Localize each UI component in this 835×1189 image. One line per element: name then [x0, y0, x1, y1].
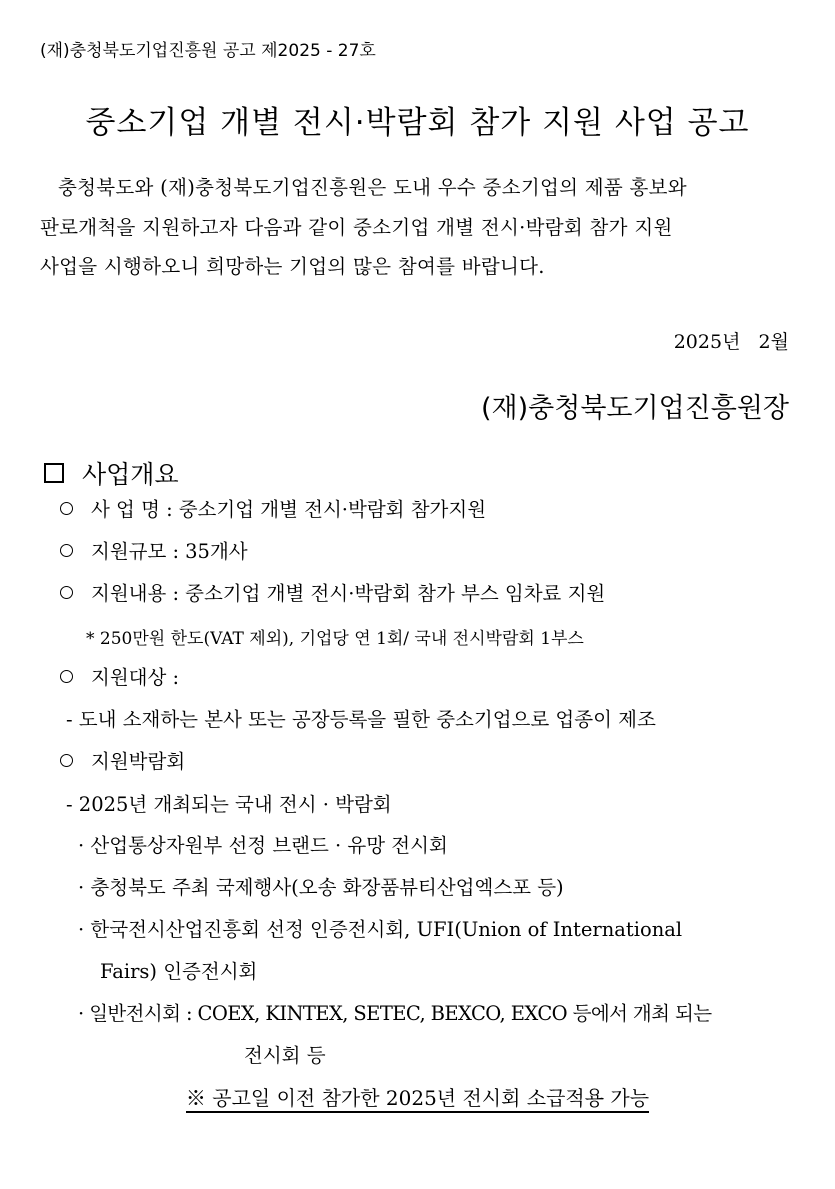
expo-list-item-continued: Fairs) 인증전시회	[100, 960, 258, 983]
issuer-name: (재)충청북도기업진흥원장	[481, 393, 789, 424]
retroactive-note-text: 공고일 이전 참가한 2025년 전시회 소급적용 가능	[212, 1086, 650, 1110]
expo-list-item: · 산업통상자원부 선정 브랜드 · 유망 전시회	[78, 834, 448, 857]
circle-bullet-icon	[60, 544, 73, 557]
item-label: 지원내용 :	[91, 582, 180, 605]
item-label: 지원대상 :	[91, 666, 180, 689]
content-note: * 250만원 한도(VAT 제외), 기업당 연 1회/ 국내 전시박람회 1부스	[86, 629, 584, 649]
section-overview-heading	[44, 455, 179, 491]
expo-detail: - 2025년 개최되는 국내 전시 · 박람회	[66, 793, 392, 816]
item-value: 35개사	[185, 540, 248, 563]
item-label: 지원규모 :	[91, 540, 180, 563]
overview-item-name	[60, 494, 486, 522]
item-label: 지원박람회	[91, 750, 186, 773]
item-value: 중소기업 개별 전시·박람회 참가지원	[178, 498, 487, 521]
circle-bullet-icon	[60, 586, 73, 599]
intro-line-1: 충청북도와 (재)충청북도기업진흥원은 도내 우수 중소기업의 제품 홍보와	[58, 176, 687, 199]
notice-number: (재)충청북도기업진흥원 공고 제2025 - 27호	[40, 41, 376, 61]
overview-item-scale	[60, 536, 248, 564]
circle-bullet-icon	[60, 670, 73, 683]
intro-line-2: 판로개척을 지원하고자 다음과 같이 중소기업 개별 전시·박람회 참가 지원	[40, 216, 673, 239]
intro-line-3: 사업을 시행하오니 희망하는 기업의 많은 참여를 바랍니다.	[40, 255, 545, 278]
reference-mark-icon: ※	[185, 1086, 206, 1110]
expo-list-item: · 한국전시산업진흥회 선정 인증전시회, UFI(Union of International	[78, 918, 683, 941]
overview-item-expo	[60, 746, 191, 774]
checkbox-icon	[44, 463, 64, 483]
circle-bullet-icon	[60, 754, 73, 767]
announcement-date: 2025년 2월	[673, 331, 789, 353]
retroactive-note	[0, 1082, 835, 1111]
expo-list-item: · 일반전시회 : COEX, KINTEX, SETEC, BEXCO, EXCO 등에서 개최 되는	[78, 1002, 712, 1025]
expo-list-item-continued: 전시회 등	[244, 1044, 326, 1067]
item-value: 중소기업 개별 전시·박람회 참가 부스 임차료 지원	[185, 582, 606, 605]
overview-item-content	[60, 578, 605, 606]
overview-item-target	[60, 662, 185, 690]
expo-list-item: · 충청북도 주최 국제행사(오송 화장품뷰티산업엑스포 등)	[78, 876, 564, 899]
item-label: 사 업 명 :	[91, 498, 173, 521]
page-title: 중소기업 개별 전시·박람회 참가 지원 사업 공고	[85, 105, 750, 141]
circle-bullet-icon	[60, 502, 73, 515]
section-overview-title: 사업개요	[82, 460, 179, 489]
target-detail: - 도내 소재하는 본사 또는 공장등록을 필한 중소기업으로 업종이 제조	[66, 708, 656, 731]
